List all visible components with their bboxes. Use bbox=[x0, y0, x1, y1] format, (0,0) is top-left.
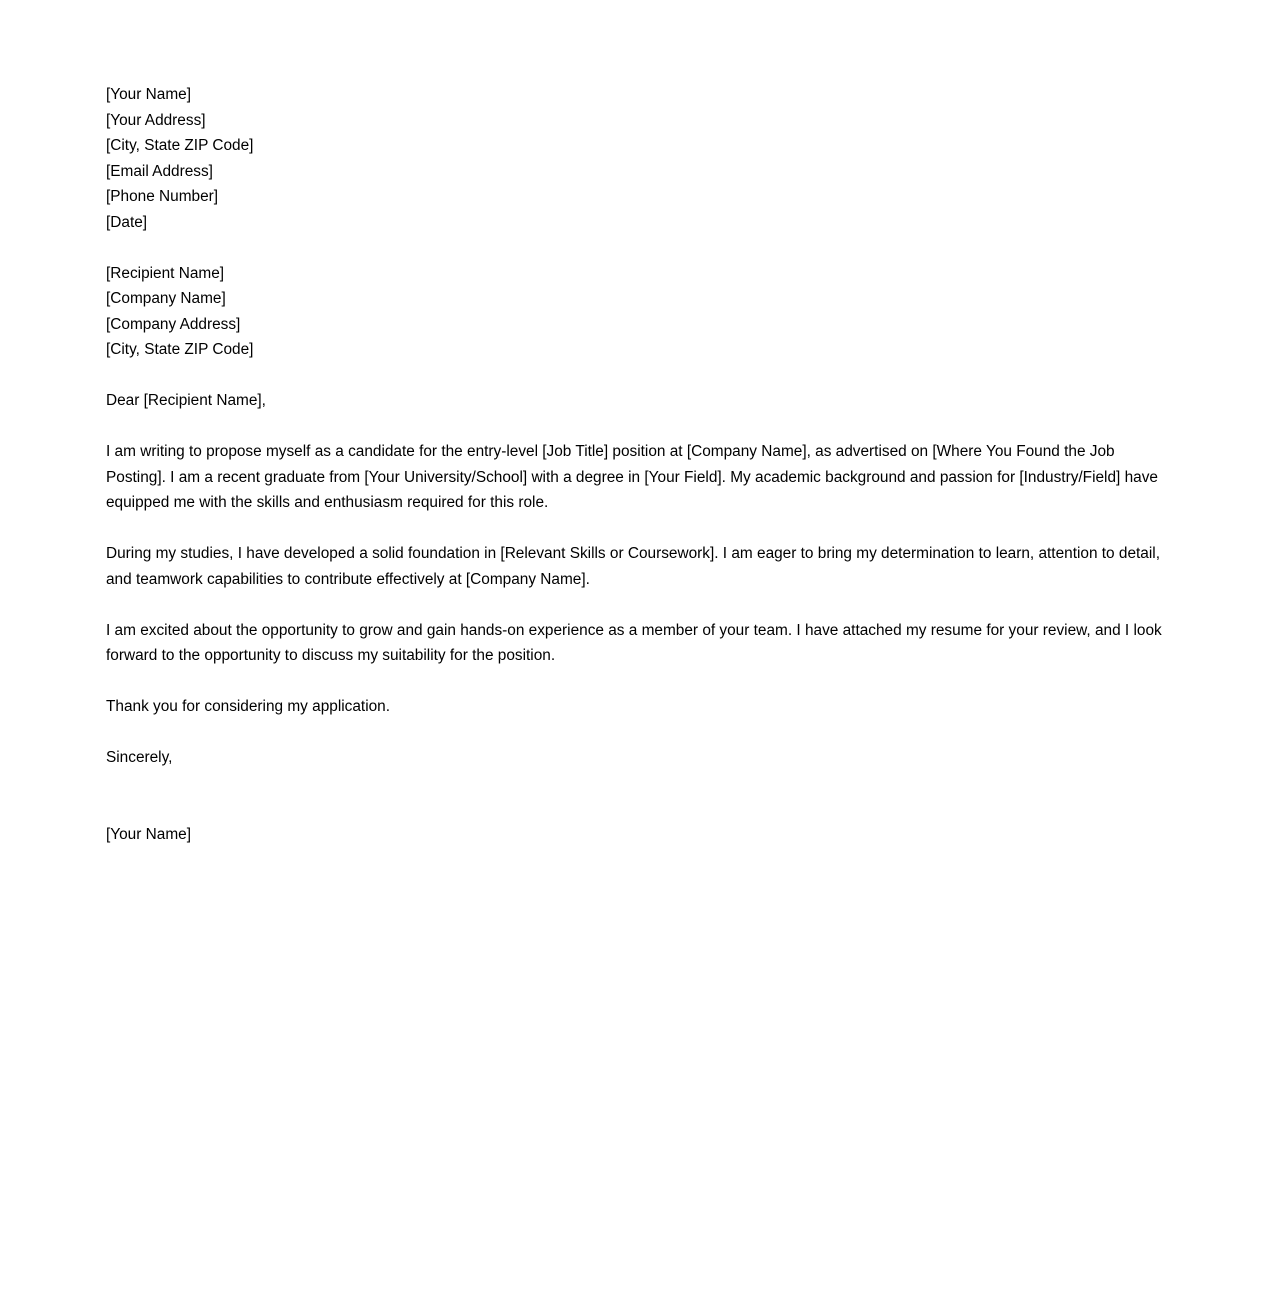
letter-date: [Date] bbox=[106, 213, 148, 231]
sender-address: [Your Address] bbox=[106, 111, 206, 129]
signature-name: [Your Name] bbox=[106, 825, 191, 843]
sender-email: [Email Address] bbox=[106, 162, 213, 180]
recipient-company-name: [Company Name] bbox=[106, 290, 226, 307]
body-paragraph-1: I am writing to propose myself as a candidate for the entry-level [Job Title] position at [Company Name], as advertised on [Where You Found the Job Posting]. I am a recent graduate from [Your University/School] with a degree in [Your Field]. My academic background and passion for [Industry/Field] have equipped me with the skills and enthusiasm required for this role. bbox=[106, 443, 1158, 511]
sender-name: [Your Name] bbox=[106, 86, 191, 103]
sender-address-block bbox=[106, 82, 1174, 235]
recipient-company-address: [Company Address] bbox=[106, 315, 241, 333]
recipient-address-block bbox=[106, 261, 1174, 363]
recipient-name: [Recipient Name] bbox=[106, 264, 225, 282]
sender-phone: [Phone Number] bbox=[106, 188, 219, 205]
sender-city-state-zip: [City, State ZIP Code] bbox=[106, 137, 254, 154]
salutation: Dear [Recipient Name], bbox=[106, 392, 266, 409]
recipient-city-state-zip: [City, State ZIP Code] bbox=[106, 341, 254, 358]
closing-line: Sincerely, bbox=[106, 749, 173, 766]
cover-letter-document bbox=[106, 82, 1174, 847]
body-paragraph-2: During my studies, I have developed a solid foundation in [Relevant Skills or Coursework]. I am eager to bring my determination to learn, attention to detail, and teamwork capabilities to contribute effectively at [Company Name]. bbox=[106, 545, 1160, 588]
body-paragraph-3: I am excited about the opportunity to grow and gain hands-on experience as a member of your team. I have attached my resume for your review, and I look forward to the opportunity to discuss my suitability for the position. bbox=[106, 621, 1162, 664]
thank-you-line: Thank you for considering my application. bbox=[106, 698, 391, 715]
